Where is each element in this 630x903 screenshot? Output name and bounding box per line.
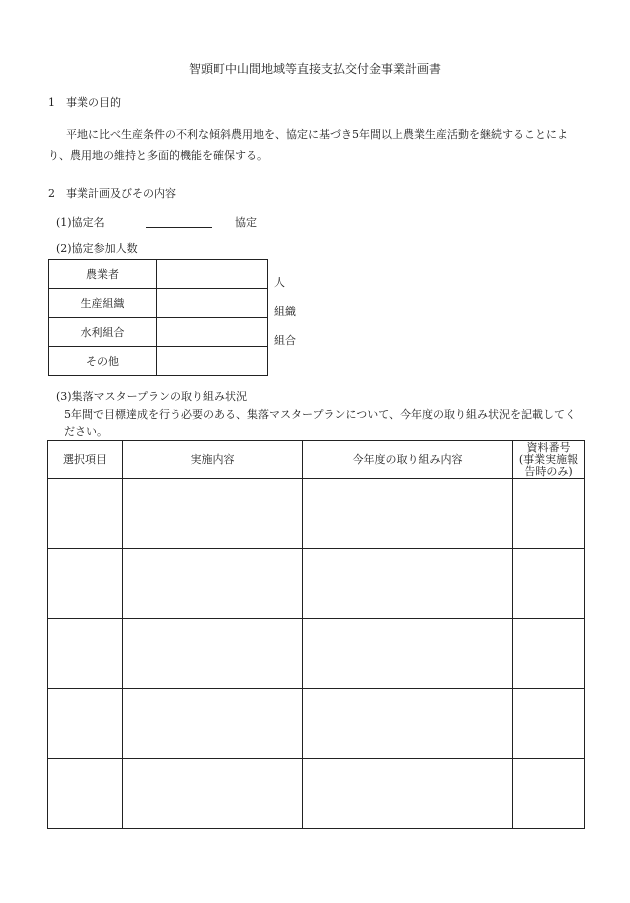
member-label-water-association: 水利組合	[49, 318, 157, 347]
cell[interactable]	[48, 549, 123, 619]
cell[interactable]	[513, 549, 585, 619]
cell[interactable]	[303, 689, 513, 759]
member-value-water-association[interactable]	[157, 318, 268, 347]
table-row	[49, 289, 268, 318]
cell[interactable]	[513, 479, 585, 549]
agreement-name-blank[interactable]	[146, 216, 212, 231]
cell[interactable]	[123, 689, 303, 759]
member-label-farmers: 農業者	[49, 260, 157, 289]
header-document-number-line2: (事業実施報	[518, 452, 579, 466]
section1-heading: 1 事業の目的	[48, 96, 121, 109]
master-plan-label: (3)集落マスタープランの取り組み状況	[56, 390, 248, 403]
table-row	[48, 689, 585, 759]
cell[interactable]	[303, 479, 513, 549]
header-document-number-line3: 告時のみ)	[524, 464, 573, 478]
cell[interactable]	[48, 619, 123, 689]
member-value-production-org[interactable]	[157, 289, 268, 318]
table-row	[49, 260, 268, 289]
cell[interactable]	[48, 479, 123, 549]
cell[interactable]	[513, 689, 585, 759]
cell[interactable]	[303, 619, 513, 689]
cell[interactable]	[123, 549, 303, 619]
header-document-number-line1: 資料番号	[526, 440, 571, 454]
cell[interactable]	[123, 479, 303, 549]
unit-organization: 組織	[274, 305, 296, 318]
master-plan-text-line1: 5年間で目標達成を行う必要のある、集落マスタープランについて、今年度の取り組み状況を記載してく	[64, 408, 577, 421]
section2-heading: 2 事業計画及びその内容	[48, 187, 176, 200]
cell[interactable]	[303, 549, 513, 619]
cell[interactable]	[123, 619, 303, 689]
cell[interactable]	[48, 689, 123, 759]
unit-people: 人	[274, 276, 285, 289]
header-document-number	[513, 441, 585, 479]
table-row	[48, 549, 585, 619]
section1-text: 平地に比べ生産条件の不利な傾斜農用地を、協定に基づき5年間以上農業生産活動を継続することにより、農用地の維持と多面的機能を確保する。	[48, 128, 568, 162]
member-label-other: その他	[49, 347, 157, 376]
member-value-farmers[interactable]	[157, 260, 268, 289]
agreement-name-label: (1)協定名	[56, 216, 105, 229]
table-header-row	[48, 441, 585, 479]
header-this-year: 今年度の取り組み内容	[303, 441, 513, 479]
cell[interactable]	[513, 619, 585, 689]
table-row	[48, 479, 585, 549]
cell[interactable]	[303, 759, 513, 829]
member-label-production-org: 生産組織	[49, 289, 157, 318]
participants-table	[48, 259, 268, 376]
agreement-suffix: 協定	[235, 216, 257, 229]
unit-association: 組合	[274, 334, 296, 347]
table-row	[48, 619, 585, 689]
table-row	[49, 318, 268, 347]
table-row	[48, 759, 585, 829]
document-title: 智頭町中山間地域等直接支払交付金事業計画書	[188, 62, 441, 76]
cell[interactable]	[48, 759, 123, 829]
cell[interactable]	[513, 759, 585, 829]
participants-label: (2)協定参加人数	[56, 242, 138, 255]
header-selection-item: 選択項目	[48, 441, 123, 479]
member-value-other[interactable]	[157, 347, 268, 376]
cell[interactable]	[123, 759, 303, 829]
table-row	[49, 347, 268, 376]
master-plan-table	[47, 440, 585, 829]
header-implementation: 実施内容	[123, 441, 303, 479]
master-plan-text-line2: ださい。	[64, 425, 108, 438]
